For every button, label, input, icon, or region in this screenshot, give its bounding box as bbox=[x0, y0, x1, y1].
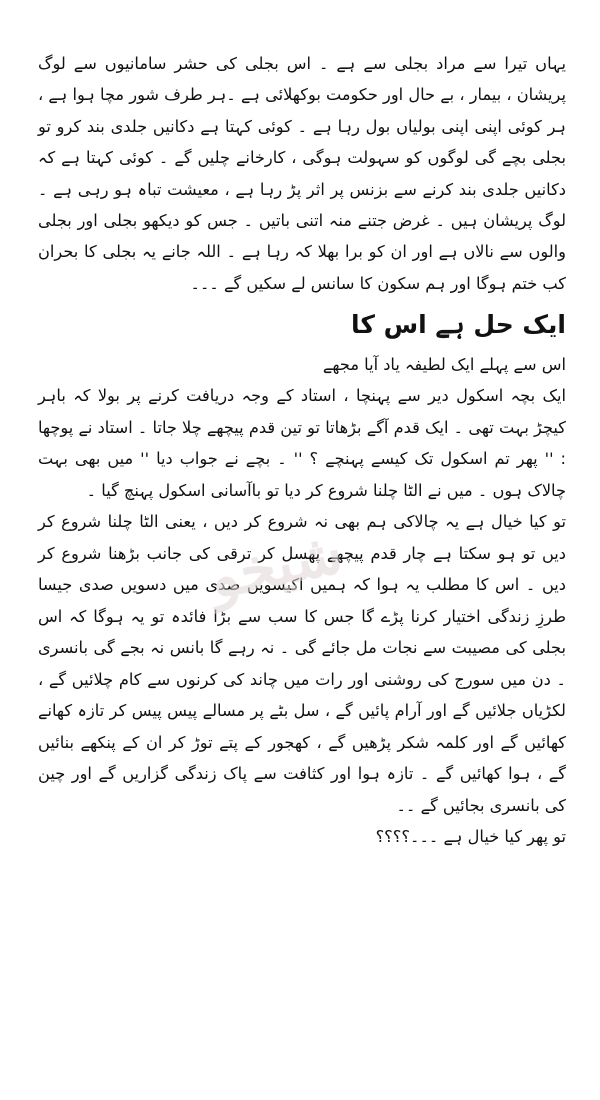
joke-intro-line: اس سے پہلے ایک لطیفہ یاد آیا مجھے bbox=[322, 355, 566, 375]
section-heading: ایک حل ہے اس کا bbox=[351, 310, 566, 340]
watermark-logo: شیخو bbox=[203, 517, 349, 613]
article bbox=[38, 48, 566, 1088]
intro-paragraph: یہاں تیرا سے مراد بجلی سے ہے ۔ اس بجلی کی حشر سامانیوں سے لوگ پریشان ، بیمار ، بے حال اور حکومت بوکھلائی ہے ۔ہر طرف شور مچا ہوا ہے ، ہر کوئی اپنی اپنی بولیاں بول رہا ہے ۔ کوئی کہتا ہے دکانیں جلدی بند کرو تو بجلی بچے گی لوگوں کو سہولت ہوگی ، کارخانے چلیں گے ۔ کوئی کہتا ہے کہ دکانیں جلدی بند کرنے سے بزنس پر اثر پڑ رہا ہے ، معیشت تباہ ہو رہی ہے ۔ لوگ پریشان ہیں ۔ غرض جتنے منہ اتنی باتیں ۔ جس کو دیکھو بجلی اور بجلی والوں سے نالاں ہے اور ان کو برا بھلا کہ رہا ہے ۔ اللہ جانے یہ بجلی کا بحران کب ختم ہوگا اور ہم سکون کا سانس لے سکیں گے ۔۔۔ bbox=[38, 54, 566, 293]
joke-paragraph: ایک بچہ اسکول دیر سے پہنچا ، استاد کے وجہ دریافت کرنے پر بولا کہ باہر کیچڑ بہت تھی ۔ ایک قدم آگے بڑھاتا تو تین قدم پیچھے چلا جاتا ۔ استاد نے پوچھا : '' پھر تم اسکول تک کیسے پہنچے ؟ '' ۔ بچے نے جواب دیا '' میں بھی بہت چالاک ہوں ۔ میں نے الٹا چلنا شروع کر دیا تو باآسانی اسکول پہنچ گیا ۔ bbox=[38, 386, 566, 500]
closing-line: تو پھر کیا خیال ہے ۔۔۔؟؟؟؟ bbox=[375, 827, 566, 847]
body-paragraph: تو کیا خیال ہے یہ چالاکی ہم بھی نہ شروع کر دیں ، یعنی الٹا چلنا شروع کر دیں تو ہو سکتا ہے چار قدم پیچھے پھسل کر ترقی کی جانب بڑھنا شروع کر دیں ۔ اس کا مطلب یہ ہوا کہ ہمیں اکیسویں صدی میں دسویں صدی جیسا طرزِ زندگی اختیار کرنا پڑے گا جس کا سب سے بڑا فائدہ تو یہ ہوگا کہ اس بجلی کی مصیبت سے نجات مل جائے گی ۔ نہ رہے گا بانس نہ بجے گی بانسری ۔ دن میں سورج کی روشنی اور رات میں چاند کی کرنوں سے کام چلائیں گے ، لکڑیاں جلائیں گے اور آرام پائیں گے ، سل بٹے پر مسالے پیس پیس کر تازہ کھانے کھائیں گے اور کلمہ شکر پڑھیں گے ، کھجور کے پتے توڑ کر ان کے پنکھے بنائیں گے ، ہوا کھائیں گے ۔ تازہ ہوا اور کثافت سے پاک زندگی گزاریں گے اور چین کی بانسری بجائیں گے ۔۔ bbox=[38, 512, 566, 815]
